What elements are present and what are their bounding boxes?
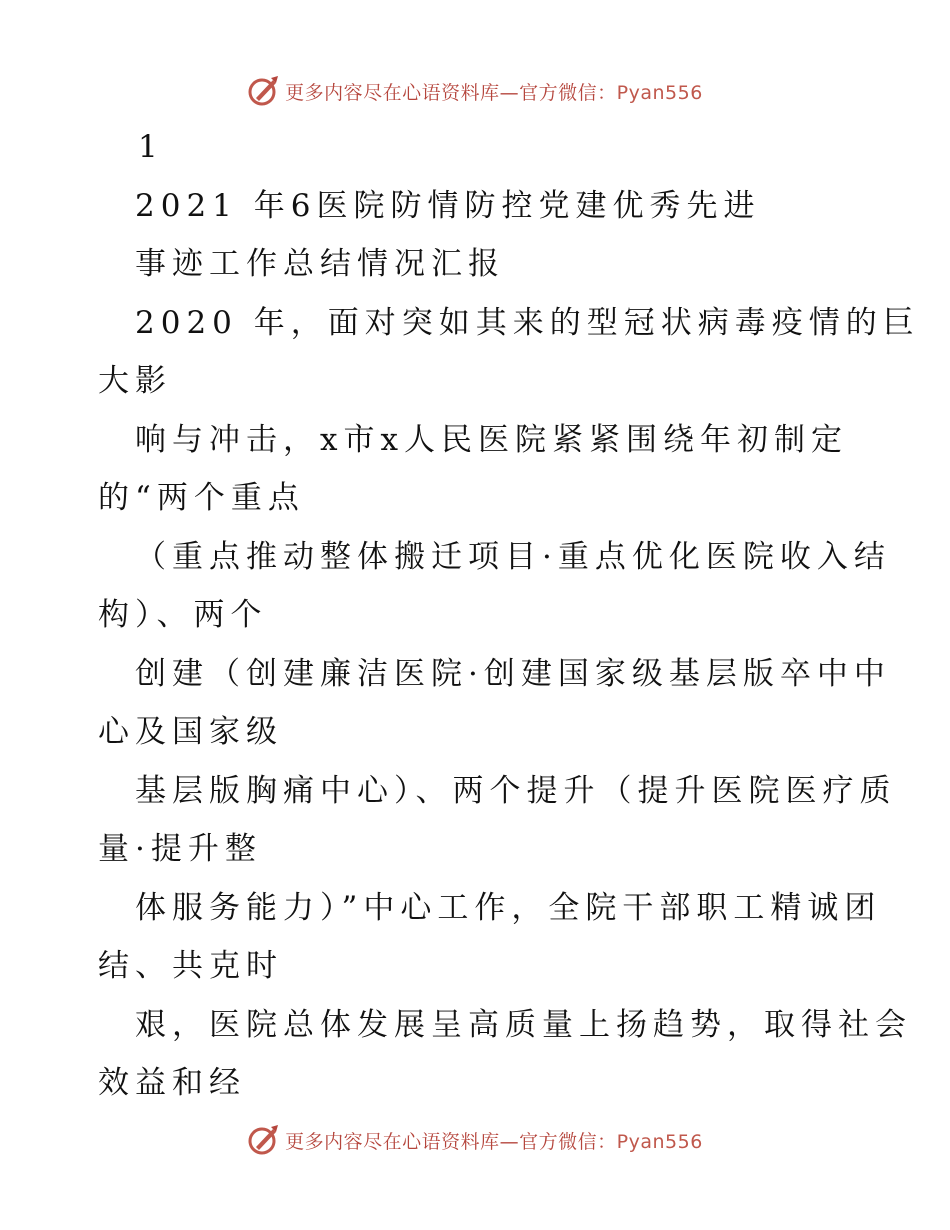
footer-watermark bbox=[0, 1120, 950, 1160]
paragraph-line: 效益和经 bbox=[98, 1065, 246, 1101]
paragraph-line: 响与冲击，x市x人民医院紧紧围绕年初制定 bbox=[135, 422, 848, 458]
paragraph-line: 体服务能力）”中心工作，全院干部职工精诚团 bbox=[135, 890, 882, 926]
paragraph-line: 大影 bbox=[98, 363, 172, 399]
quill-logo-icon bbox=[247, 74, 281, 108]
watermark-text: 更多内容尽在心语资料库—官方微信： bbox=[285, 1130, 617, 1153]
paragraph-line: 艰，医院总体发展呈高质量上扬趋势，取得社会 bbox=[135, 1007, 912, 1043]
quill-logo-icon bbox=[247, 1123, 281, 1157]
watermark-wechat-id: Pyan556 bbox=[616, 1130, 703, 1153]
paragraph-line: （重点推动整体搬迁项目·重点优化医院收入结 bbox=[135, 539, 891, 575]
page-number: 1 bbox=[138, 129, 164, 165]
paragraph-line: 心及国家级 bbox=[98, 714, 283, 750]
paragraph-line: 2020 年，面对突如其来的型冠状病毒疫情的巨 bbox=[135, 305, 920, 341]
paragraph-line: 结、共克时 bbox=[98, 948, 283, 984]
document-title-line-1: 2021 年6医院防情防控党建优秀先进 bbox=[135, 188, 761, 224]
header-watermark bbox=[0, 71, 950, 111]
paragraph-line: 创建（创建廉洁医院·创建国家级基层版卒中中 bbox=[135, 656, 891, 692]
paragraph-line: 量·提升整 bbox=[98, 831, 262, 867]
paragraph-line: 的“两个重点 bbox=[98, 480, 305, 516]
watermark-wechat-id: Pyan556 bbox=[616, 81, 703, 104]
paragraph-line: 基层版胸痛中心）、两个提升（提升医院医疗质 bbox=[135, 773, 897, 809]
document-title-line-2: 事迹工作总结情况汇报 bbox=[135, 246, 505, 282]
paragraph-line: 构）、两个 bbox=[98, 597, 268, 633]
watermark-text: 更多内容尽在心语资料库—官方微信： bbox=[285, 81, 617, 104]
